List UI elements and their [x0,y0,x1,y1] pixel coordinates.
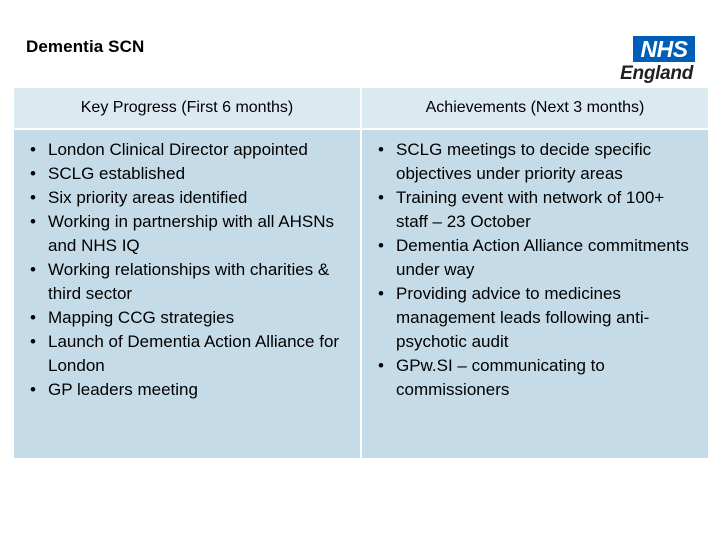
list-item [22,306,352,330]
bullet-icon: • [30,212,36,231]
list-item-text: Training event with network of 100+ staff – 23 October [396,188,665,231]
progress-table [14,88,708,458]
list-item [22,378,352,402]
list-item-text: Six priority areas identified [48,188,248,207]
list-item-text: GP leaders meeting [48,380,198,399]
list-item [22,162,352,186]
right-column [362,88,708,458]
list-item-text: London Clinical Director appointed [48,140,308,159]
list-item [22,330,352,378]
bullet-icon: • [378,140,384,159]
nhs-logo-subtext: England [620,63,693,84]
nhs-england-logo [613,36,695,86]
left-column-body [14,130,360,458]
list-item-text: Working in partnership with all AHSNs and NHS IQ [48,212,334,255]
bullet-icon: • [378,284,384,303]
list-item [370,138,700,186]
bullet-icon: • [30,140,36,159]
list-item [22,186,352,210]
right-column-body [362,130,708,458]
list-item [22,258,352,306]
right-column-header: Achievements (Next 3 months) [362,88,708,128]
bullet-icon: • [30,332,36,351]
bullet-icon: • [378,356,384,375]
bullet-icon: • [378,236,384,255]
list-item [370,354,700,402]
list-item [370,282,700,354]
bullet-icon: • [30,380,36,399]
bullet-icon: • [30,164,36,183]
list-item [22,138,352,162]
nhs-logo-box: NHS [633,36,695,62]
list-item-text: GPw.SI – communicating to commissioners [396,356,605,399]
slide-title: Dementia SCN [26,37,145,56]
bullet-icon: • [378,188,384,207]
list-item-text: Working relationships with charities & third sector [48,260,330,303]
list-item [22,210,352,258]
list-item-text: SCLG established [48,164,186,183]
list-item-text: Launch of Dementia Action Alliance for London [48,332,340,375]
left-column [14,88,360,458]
left-column-header: Key Progress (First 6 months) [14,88,360,128]
bullet-icon: • [30,308,36,327]
list-item-text: SCLG meetings to decide specific objectives under priority areas [396,140,652,183]
bullet-icon: • [30,260,36,279]
achievements-list [370,138,700,402]
list-item-text: Mapping CCG strategies [48,308,235,327]
list-item [370,186,700,234]
list-item-text: Providing advice to medicines management leads following anti-psychotic audit [396,284,650,351]
bullet-icon: • [30,188,36,207]
list-item [370,234,700,282]
key-progress-list [22,138,352,402]
list-item-text: Dementia Action Alliance commitments under way [396,236,689,279]
